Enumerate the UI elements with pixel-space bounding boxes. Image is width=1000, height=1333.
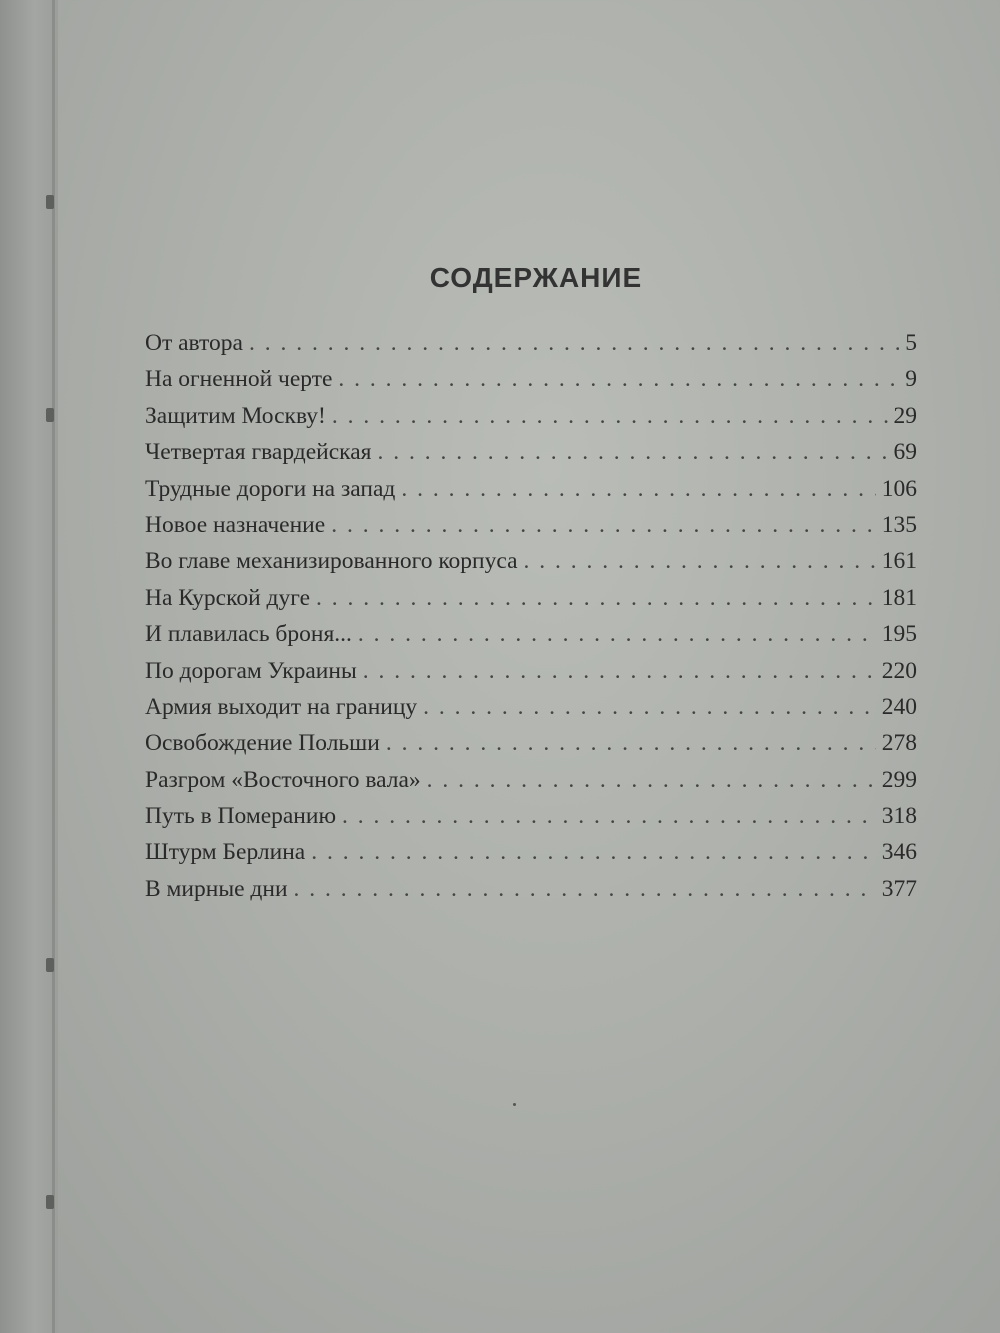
toc-entry-title: И плавилась броня... bbox=[145, 621, 352, 648]
dot-leader bbox=[427, 762, 876, 798]
toc-entry-title: Новое назначение bbox=[145, 511, 326, 538]
dot-leader bbox=[423, 689, 876, 725]
toc-entry-page: 69 bbox=[893, 439, 917, 466]
binding-mark bbox=[46, 958, 54, 972]
dot-leader bbox=[338, 361, 899, 397]
toc-entry-title: Освобождение Польши bbox=[145, 730, 380, 757]
toc-entry-page: 318 bbox=[881, 803, 917, 830]
toc-entry bbox=[145, 361, 917, 397]
toc-entry-page: 29 bbox=[893, 402, 917, 429]
toc-entry-page: 240 bbox=[881, 693, 917, 720]
toc-entry-title: Штурм Берлина bbox=[145, 839, 306, 866]
dot-leader bbox=[386, 725, 876, 761]
toc-entry bbox=[145, 725, 917, 761]
toc-entry-page: 346 bbox=[881, 839, 917, 866]
dot-leader bbox=[311, 834, 876, 870]
toc-entry-title: Защитим Москву! bbox=[145, 402, 326, 429]
toc-entry bbox=[145, 616, 917, 652]
toc-entry bbox=[145, 653, 917, 689]
dot-leader bbox=[524, 543, 876, 579]
toc-entry-page: 195 bbox=[881, 621, 917, 648]
binding-mark bbox=[46, 408, 54, 422]
toc-entry bbox=[145, 507, 917, 543]
toc-entry-page: 377 bbox=[881, 875, 917, 902]
toc-entry bbox=[145, 689, 917, 725]
toc-entry-page: 135 bbox=[881, 511, 917, 538]
dot-leader bbox=[377, 434, 887, 470]
dot-leader bbox=[294, 871, 876, 907]
toc-entry-title: В мирные дни bbox=[145, 875, 288, 902]
toc-entry-title: Разгром «Восточного вала» bbox=[145, 766, 421, 793]
toc-entry bbox=[145, 398, 917, 434]
toc-entry-page: 106 bbox=[881, 475, 917, 502]
toc-entry-page: 161 bbox=[881, 548, 917, 575]
toc-entry-page: 9 bbox=[905, 366, 917, 393]
toc-entry-title: Во главе механизированного корпуса bbox=[145, 548, 518, 575]
dot-leader bbox=[358, 616, 876, 652]
toc-entry-title: От автора bbox=[145, 330, 243, 356]
dot-leader bbox=[331, 507, 876, 543]
dot-leader bbox=[342, 798, 876, 834]
toc-entry bbox=[145, 543, 917, 579]
toc-entry-page: 181 bbox=[881, 584, 917, 611]
paper-speck bbox=[513, 1103, 516, 1106]
toc-entry bbox=[145, 798, 917, 834]
dot-leader bbox=[401, 471, 875, 507]
toc-entry bbox=[145, 762, 917, 798]
toc-entry-page: 5 bbox=[905, 330, 917, 356]
binding-mark bbox=[46, 1195, 54, 1209]
toc-entry-title: На огненной черте bbox=[145, 366, 333, 393]
dot-leader bbox=[249, 325, 899, 361]
toc-entry-page: 220 bbox=[881, 657, 917, 684]
toc-entry bbox=[145, 434, 917, 470]
dot-leader bbox=[363, 653, 876, 689]
dot-leader bbox=[316, 580, 876, 616]
toc-entry bbox=[145, 325, 917, 361]
toc-entry-title: Трудные дороги на запад bbox=[145, 475, 396, 502]
toc-entry bbox=[145, 871, 917, 907]
toc-entry-title: По дорогам Украины bbox=[145, 657, 357, 684]
toc-entry-page: 299 bbox=[881, 766, 917, 793]
toc-entry bbox=[145, 834, 917, 870]
toc-entry-title: Путь в Померанию bbox=[145, 803, 337, 830]
toc-entry bbox=[145, 471, 917, 507]
dot-leader bbox=[332, 398, 888, 434]
page-title: СОДЕРЖАНИЕ bbox=[429, 262, 643, 293]
toc-entry bbox=[145, 580, 917, 616]
table-of-contents bbox=[145, 325, 917, 907]
toc-entry-page: 278 bbox=[881, 730, 917, 757]
toc-entry-title: На Курской дуге bbox=[145, 584, 311, 611]
toc-entry-title: Четвертая гвардейская bbox=[145, 439, 372, 466]
binding-mark bbox=[46, 195, 54, 209]
toc-entry-title: Армия выходит на границу bbox=[145, 693, 418, 720]
